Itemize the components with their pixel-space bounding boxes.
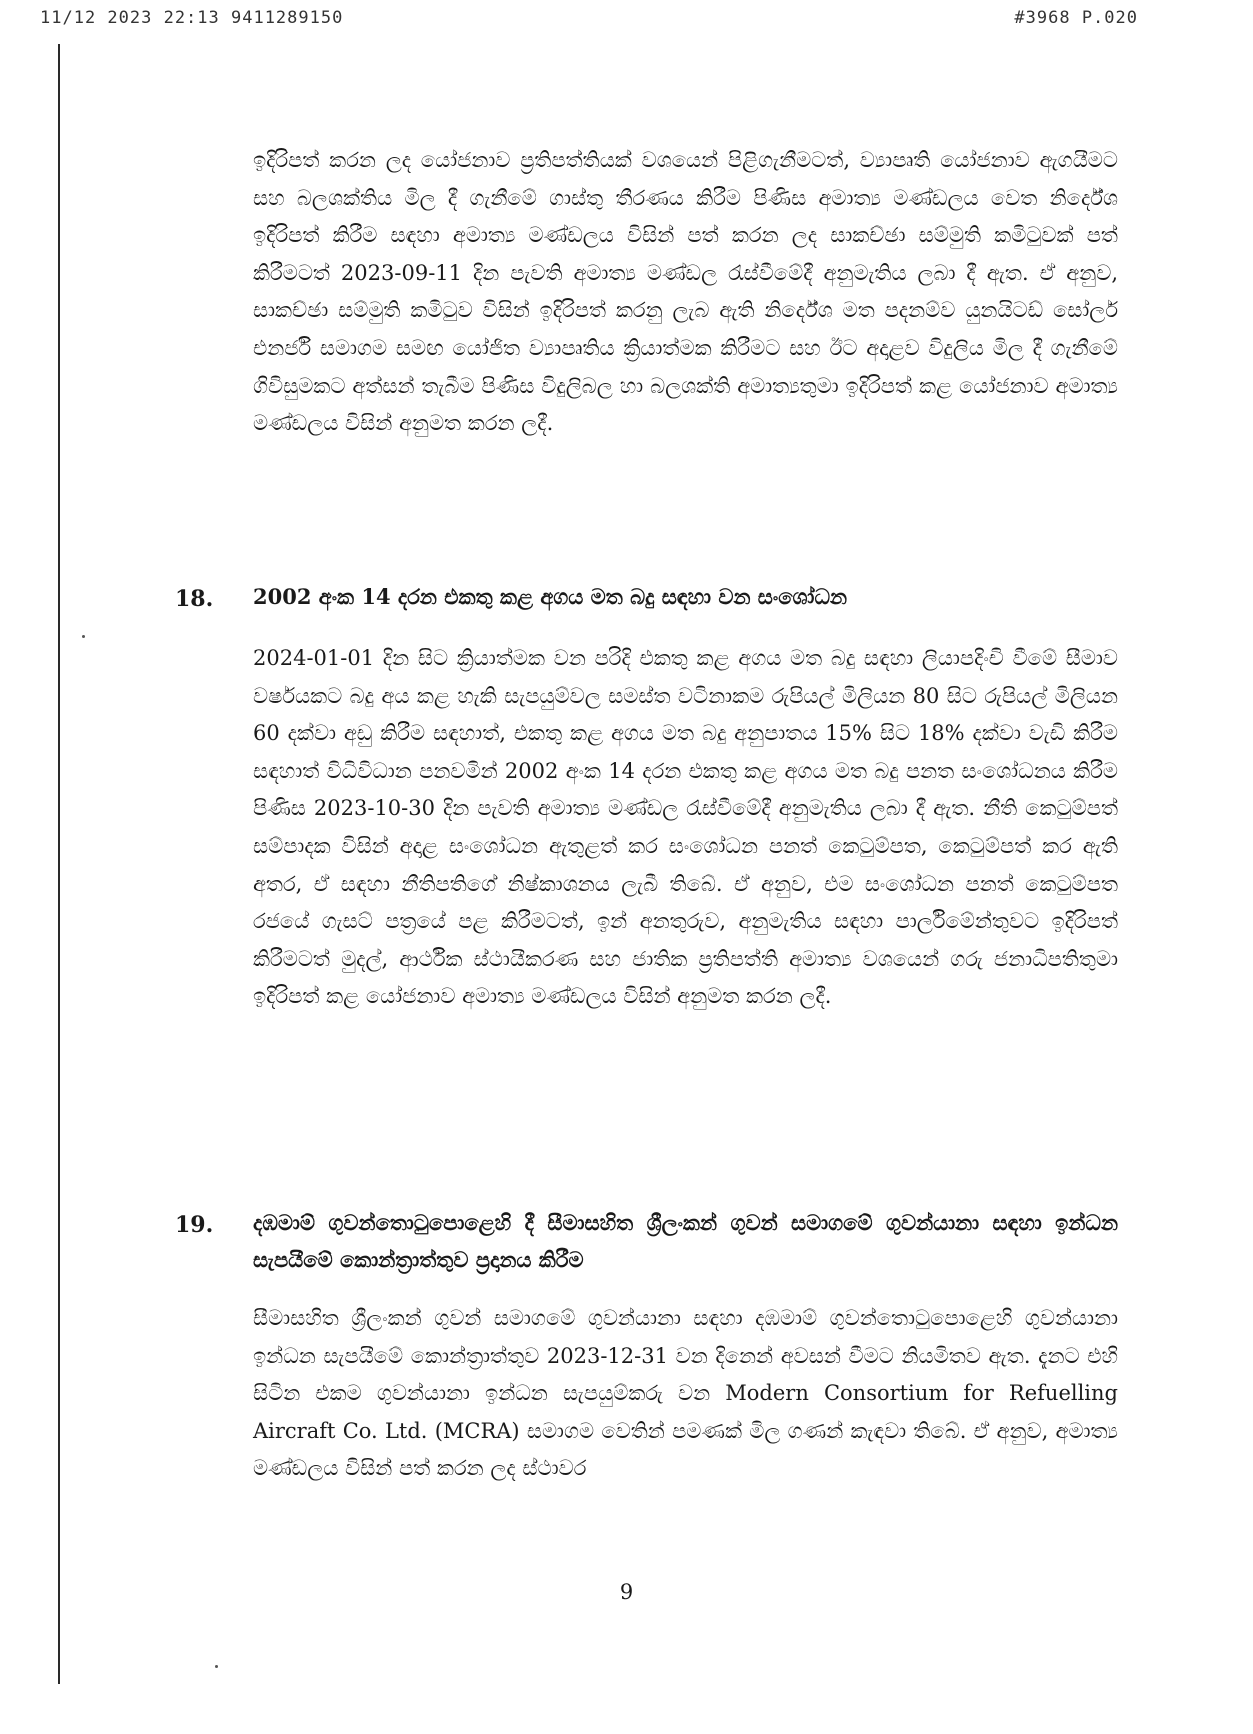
item-19-title: දඹමාම් ගුවන්තොටුපොළෙහි දී සීමාසහිත ශ්‍රීලංකන් ගුවන් සමාගමේ ගුවන්යානා සඳහා ඉන්ධන සැපයීමේ කොන්ත්‍රාත්තුව ප්‍රදානය කිරීම	[253, 1210, 1118, 1272]
fax-page-code: #3968 P.020	[1014, 8, 1138, 28]
item-18-number: 18.	[175, 586, 214, 612]
paragraph-continuation: ඉදිරිපත් කරන ලද යෝජනාව ප්‍රතිපත්තියක් වශයෙන් පිළිගැනීමටත්, ව්‍යාපෘති යෝජනාව ඇගයීමට සහ බලශක්තිය මිල දී ගැනීමේ ගාස්තු තීරණය කිරීම පිණිස අමාත්‍ය මණ්ඩලය වෙත නිර්දේශ ඉදිරිපත් කිරීම සඳහා අමාත්‍ය මණ්ඩලය විසින් පත් කරන ලද සාකච්ඡා සම්මුති කමිටුවක් පත් කිරීමටත් 2023-09-11 දින පැවති අමාත්‍ය මණ්ඩල රැස්වීමේදී අනුමැතිය ලබා දී ඇත. ඒ අනුව, සාකච්ඡා සම්මුති කමිටුව විසින් ඉදිරිපත් කරනු ලැබ ඇති නිර්දේශ මත පදනම්ව යුනයිටඩ් සෝලර් එනර්ජි සමාගම සමඟ යෝජිත ව්‍යාපෘතිය ක්‍රියාත්මක කිරීමට සහ ඊට අදාළව විදුලිය මිල දී ගැනීමේ ගිවිසුමකට අත්සන් තැබීම පිණිස විදුලිබල හා බලශක්ති අමාත්‍යතුමා ඉදිරිපත් කළ යෝජනාව අමාත්‍ය මණ්ඩලය විසින් අනුමත කරන ලදී.	[253, 148, 1118, 436]
item-19-body: සීමාසහිත ශ්‍රීලංකන් ගුවන් සමාගමේ ගුවන්යානා සඳහා දඹමාම් ගුවන්තොටුපොළෙහි ගුවන්යානා ඉන්ධන සැපයීමේ කොන්ත්‍රාත්තුව 2023-12-31 වන දිනෙන් අවසන් වීමට නියමිතව ඇත. දැනට එහි සිටින එකම ගුවන්යානා ඉන්ධන සැපයුම්කරු වන Modern Consortium for Refuelling Aircraft Co. Ltd. (MCRA) සමාගම වෙතින් පමණක් මිල ගණන් කැඳවා තිබේ. ඒ අනුව, අමාත්‍ය මණ්ඩලය විසින් පත් කරන ලද ස්ථාවර	[253, 1306, 1118, 1481]
item-19-number: 19.	[175, 1212, 214, 1238]
item-18-title: 2002 අංක 14 දරන එකතු කළ අගය මත බදු සඳහා වන සංශෝධන	[253, 584, 848, 609]
page-number: 9	[619, 1580, 634, 1604]
item-18-body: 2024-01-01 දින සිට ක්‍රියාත්මක වන පරිදි එකතු කළ අගය මත බදු සඳහා ලියාපදිංචි වීමේ සීමාව වර්ෂයකට බදු අය කළ හැකි සැපයුම්වල සමස්ත වටිනාකම රුපියල් මිලියන 80 සිට රුපියල් මිලියන 60 දක්වා අඩු කිරීම සඳහාත්, එකතු කළ අගය මත බදු අනුපාතය 15% සිට 18% දක්වා වැඩි කිරීම සඳහාත් විධිවිධාන පනවමින් 2002 අංක 14 දරන එකතු කළ අගය මත බදු පනත සංශෝධනය කිරීම පිණිස 2023-10-30 දින පැවති අමාත්‍ය මණ්ඩල රැස්වීමේදී අනුමැතිය ලබා දී ඇත. නීති කෙටුම්පත් සම්පාදක විසින් අදාළ සංශෝධන ඇතුළත් කර සංශෝධන පනත් කෙටුම්පත, කෙටුම්පත් කර ඇති අතර, ඒ සඳහා නීතිපතිගේ නිෂ්කාශනය ලැබී තිබේ. ඒ අනුව, එම සංශෝධන පනත් කෙටුම්පත රජයේ ගැසට් පත්‍රයේ පළ කිරීමටත්, ඉන් අනතුරුව, අනුමැතිය සඳහා පාර්ලිමේන්තුවට ඉදිරිපත් කිරීමටත් මුදල්, ආර්ථික ස්ථායීකරණ සහ ජාතික ප්‍රතිපත්ති අමාත්‍ය වශයෙන් ගරු ජනාධිපතිතුමා ඉදිරිපත් කළ යෝජනාව අමාත්‍ය මණ්ඩලය විසින් අනුමත කරන ලදී.	[253, 646, 1118, 1009]
fax-timestamp-number: 11/12 2023 22:13 9411289150	[40, 8, 344, 28]
